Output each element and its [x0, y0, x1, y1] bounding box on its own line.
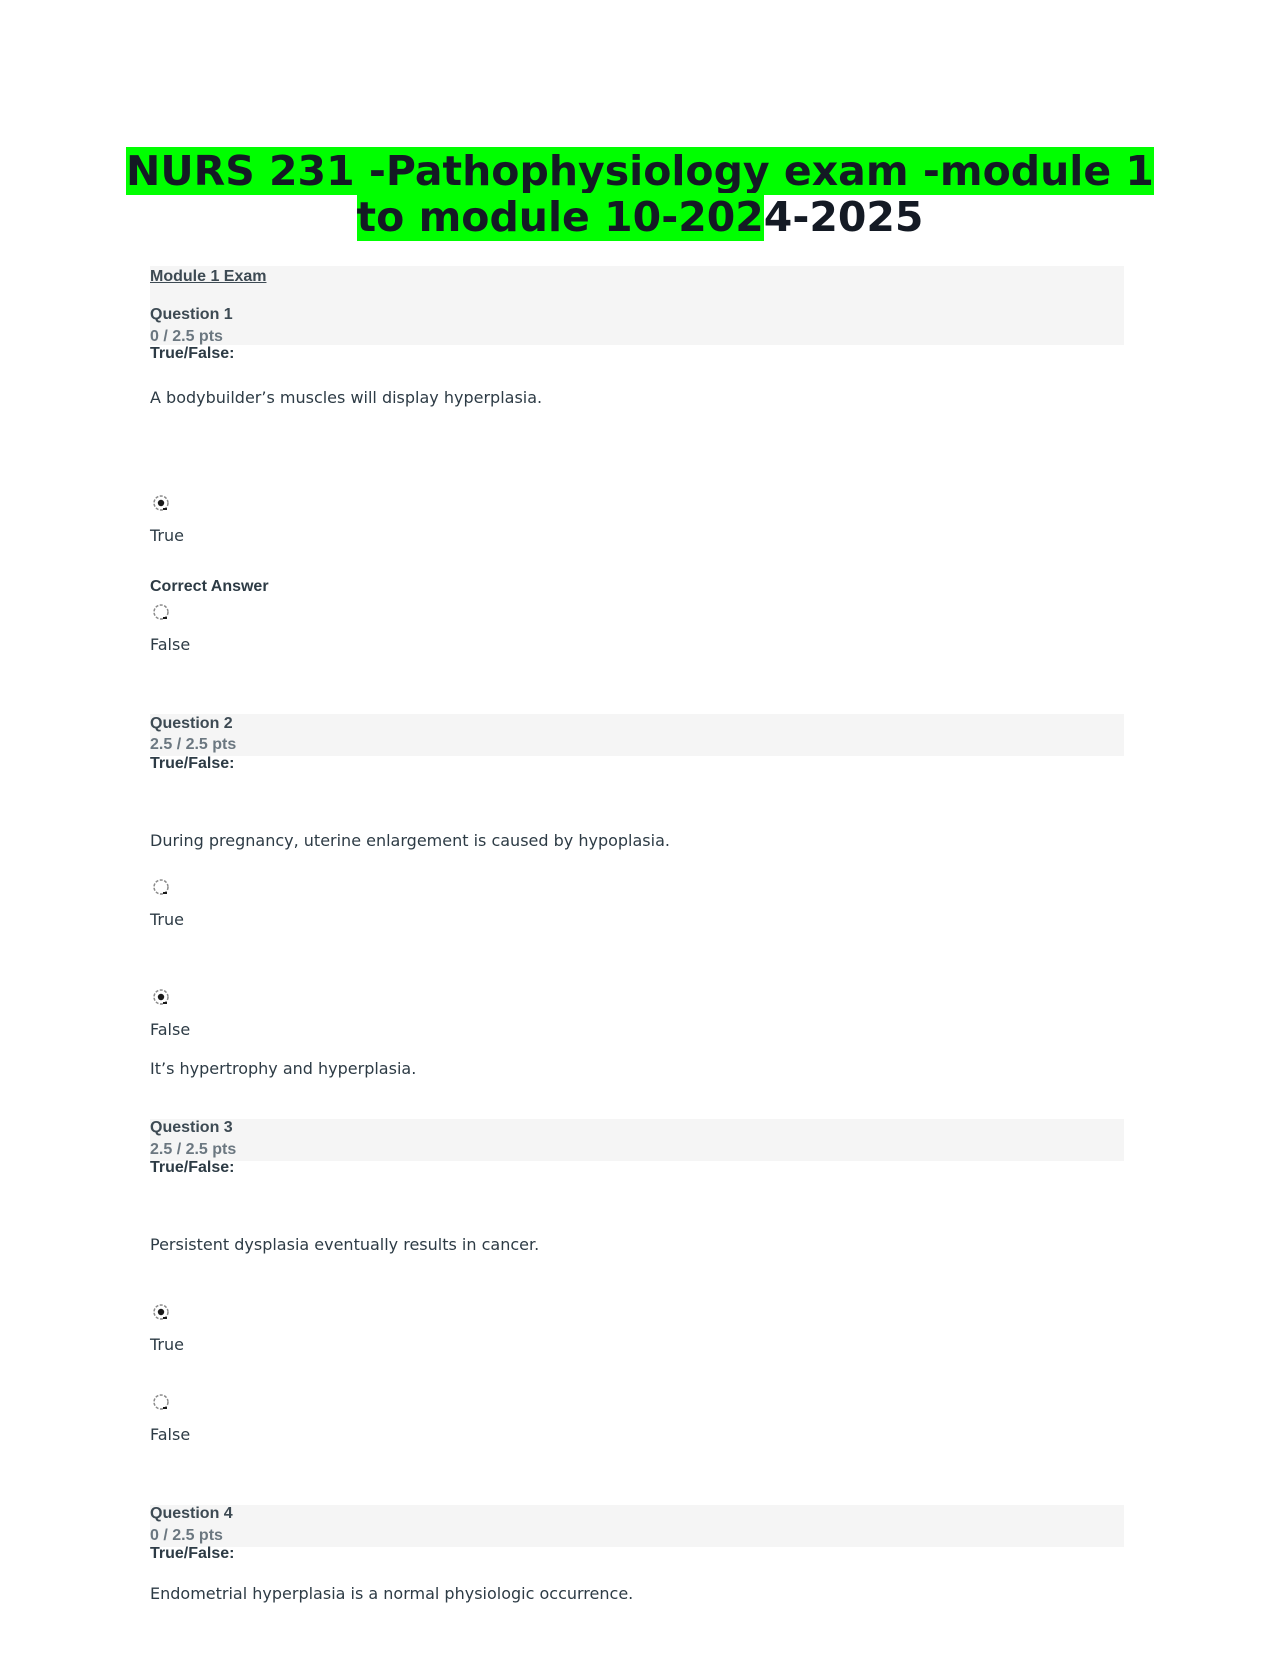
radio-selected-icon — [152, 1303, 170, 1321]
question-3-points: 2.5 / 2.5 pts — [150, 1141, 237, 1158]
question-2-option-true-radio[interactable] — [152, 878, 170, 896]
question-4-title: Question 4 — [150, 1505, 233, 1522]
question-3-text: Persistent dysplasia eventually results in cancer. — [150, 1235, 540, 1254]
question-2-title: Question 2 — [150, 715, 233, 732]
radio-unselected-icon — [152, 878, 170, 896]
question-2-option-false-radio[interactable] — [152, 988, 170, 1006]
question-3-option-false-label: False — [150, 1425, 191, 1444]
radio-unselected-icon — [152, 603, 170, 621]
title-rest: 4-2025 — [763, 193, 924, 241]
question-3-option-false-radio[interactable] — [152, 1393, 170, 1411]
radio-selected-icon — [152, 494, 170, 512]
question-4-header-band — [150, 1505, 1124, 1547]
question-1-option-false-radio[interactable] — [152, 603, 170, 621]
question-1-title: Question 1 — [150, 306, 233, 323]
title-highlighted: NURS 231 -Pathophysiology exam -module 1 to module 10-202 — [126, 147, 1154, 241]
module-label: Module 1 Exam — [150, 268, 267, 285]
question-1-text: A bodybuilder’s muscles will display hyperplasia. — [150, 388, 543, 407]
question-4-points: 0 / 2.5 pts — [150, 1527, 223, 1544]
question-4-text: Endometrial hyperplasia is a normal physiologic occurrence. — [150, 1584, 634, 1603]
question-2-type: True/False: — [150, 755, 235, 772]
question-2-header-band — [150, 714, 1124, 756]
question-1-option-true-radio[interactable] — [152, 494, 170, 512]
question-1-correct-answer-label: Correct Answer — [150, 578, 269, 595]
question-4-type: True/False: — [150, 1545, 235, 1562]
question-2-option-true-label: True — [150, 910, 184, 929]
module-header-band — [150, 266, 1124, 345]
page-title — [120, 148, 1160, 240]
question-2-note: It’s hypertrophy and hyperplasia. — [150, 1059, 417, 1078]
question-3-option-true-label: True — [150, 1335, 184, 1354]
radio-unselected-icon — [152, 1393, 170, 1411]
question-1-type: True/False: — [150, 345, 235, 362]
question-1-points: 0 / 2.5 pts — [150, 328, 223, 345]
question-1-option-false-label: False — [150, 635, 191, 654]
question-3-option-true-radio[interactable] — [152, 1303, 170, 1321]
radio-selected-icon — [152, 988, 170, 1006]
question-2-points: 2.5 / 2.5 pts — [150, 736, 237, 753]
question-2-text: During pregnancy, uterine enlargement is caused by hypoplasia. — [150, 831, 670, 850]
question-2-option-false-label: False — [150, 1020, 191, 1039]
question-3-header-band — [150, 1119, 1124, 1161]
question-3-type: True/False: — [150, 1159, 235, 1176]
question-3-title: Question 3 — [150, 1119, 233, 1136]
question-1-option-true-label: True — [150, 526, 184, 545]
